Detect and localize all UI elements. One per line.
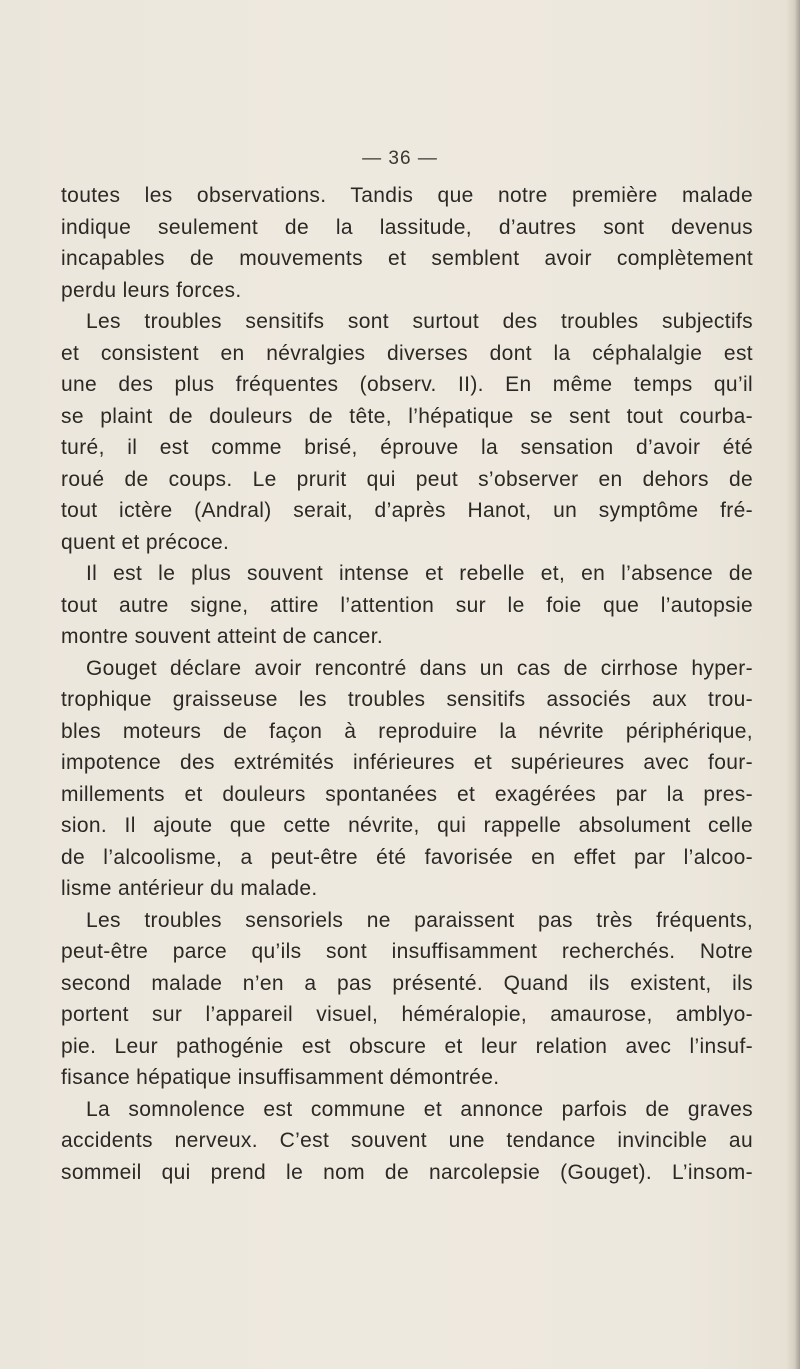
text-line: toutes les observations. Tandis que notre première malade [61, 184, 753, 207]
text-line: lisme antérieur du malade. [61, 877, 318, 900]
text-line: La somnolence est commune et annonce parfois de graves [86, 1097, 753, 1121]
text-line: Les troubles sensoriels ne paraissent pas très fréquents, [86, 908, 753, 932]
text-line: portent sur l’appareil visuel, héméralopie, amaurose, amblyo- [61, 1003, 753, 1026]
text-line: roué de coups. Le prurit qui peut s’observer en dehors de [61, 467, 753, 491]
text-line: second malade n’en a pas présenté. Quand ils existent, ils [61, 971, 753, 995]
text-line: peut-être parce qu’ils sont insuffisamment recherchés. Notre [61, 940, 753, 963]
text-line: tout autre signe, attire l’attention sur le foie que l’autopsie [61, 593, 753, 617]
text-line: sommeil qui prend le nom de narcolepsie (Gouget). L’insom- [61, 1160, 753, 1184]
text-line: millements et douleurs spontanées et exagérées par la pres- [61, 782, 753, 806]
text-line: trophique graisseuse les troubles sensitifs associés aux trou- [61, 688, 753, 711]
body-text [61, 180, 753, 1188]
text-line: Les troubles sensitifs sont surtout des troubles subjectifs [86, 310, 753, 333]
text-line: impotence des extrémités inférieures et supérieures avec four- [61, 751, 753, 774]
text-line: et consistent en névralgies diverses dont la céphalalgie est [61, 341, 753, 365]
text-line: Il est le plus souvent intense et rebelle et, en l’absence de [86, 562, 753, 585]
text-line: de l’alcoolisme, a peut-être été favorisée en effet par l’alcoo- [61, 845, 753, 869]
text-line: une des plus fréquentes (observ. II). En même temps qu’il [61, 373, 753, 396]
page-edge-shadow [786, 0, 800, 1369]
page-number: — 36 — [362, 148, 438, 169]
text-line: quent et précoce. [61, 530, 230, 554]
text-line: indique seulement de la lassitude, d’autres sont devenus [61, 215, 753, 239]
text-line: pie. Leur pathogénie est obscure et leur relation avec l’insuf- [61, 1034, 753, 1058]
text-line: incapables de mouvements et semblent avoir complètement [61, 247, 753, 270]
text-line: Gouget déclare avoir rencontré dans un cas de cirrhose hyper- [86, 656, 753, 680]
text-line: montre souvent atteint de cancer. [61, 625, 384, 648]
text-line: se plaint de douleurs de tête, l’hépatique se sent tout courba- [61, 404, 753, 428]
text-line: turé, il est comme brisé, éprouve la sensation d’avoir été [61, 436, 753, 459]
text-line: accidents nerveux. C’est souvent une tendance invincible au [61, 1129, 753, 1152]
text-line: sion. Il ajoute que cette névrite, qui rappelle absolument celle [61, 814, 753, 837]
text-line: perdu leurs forces. [61, 278, 242, 302]
text-line: tout ictère (Andral) serait, d’après Hanot, un symptôme fré- [61, 499, 753, 522]
text-line: fisance hépatique insuffisamment démontrée. [61, 1066, 500, 1089]
text-line: bles moteurs de façon à reproduire la névrite périphérique, [61, 719, 753, 743]
